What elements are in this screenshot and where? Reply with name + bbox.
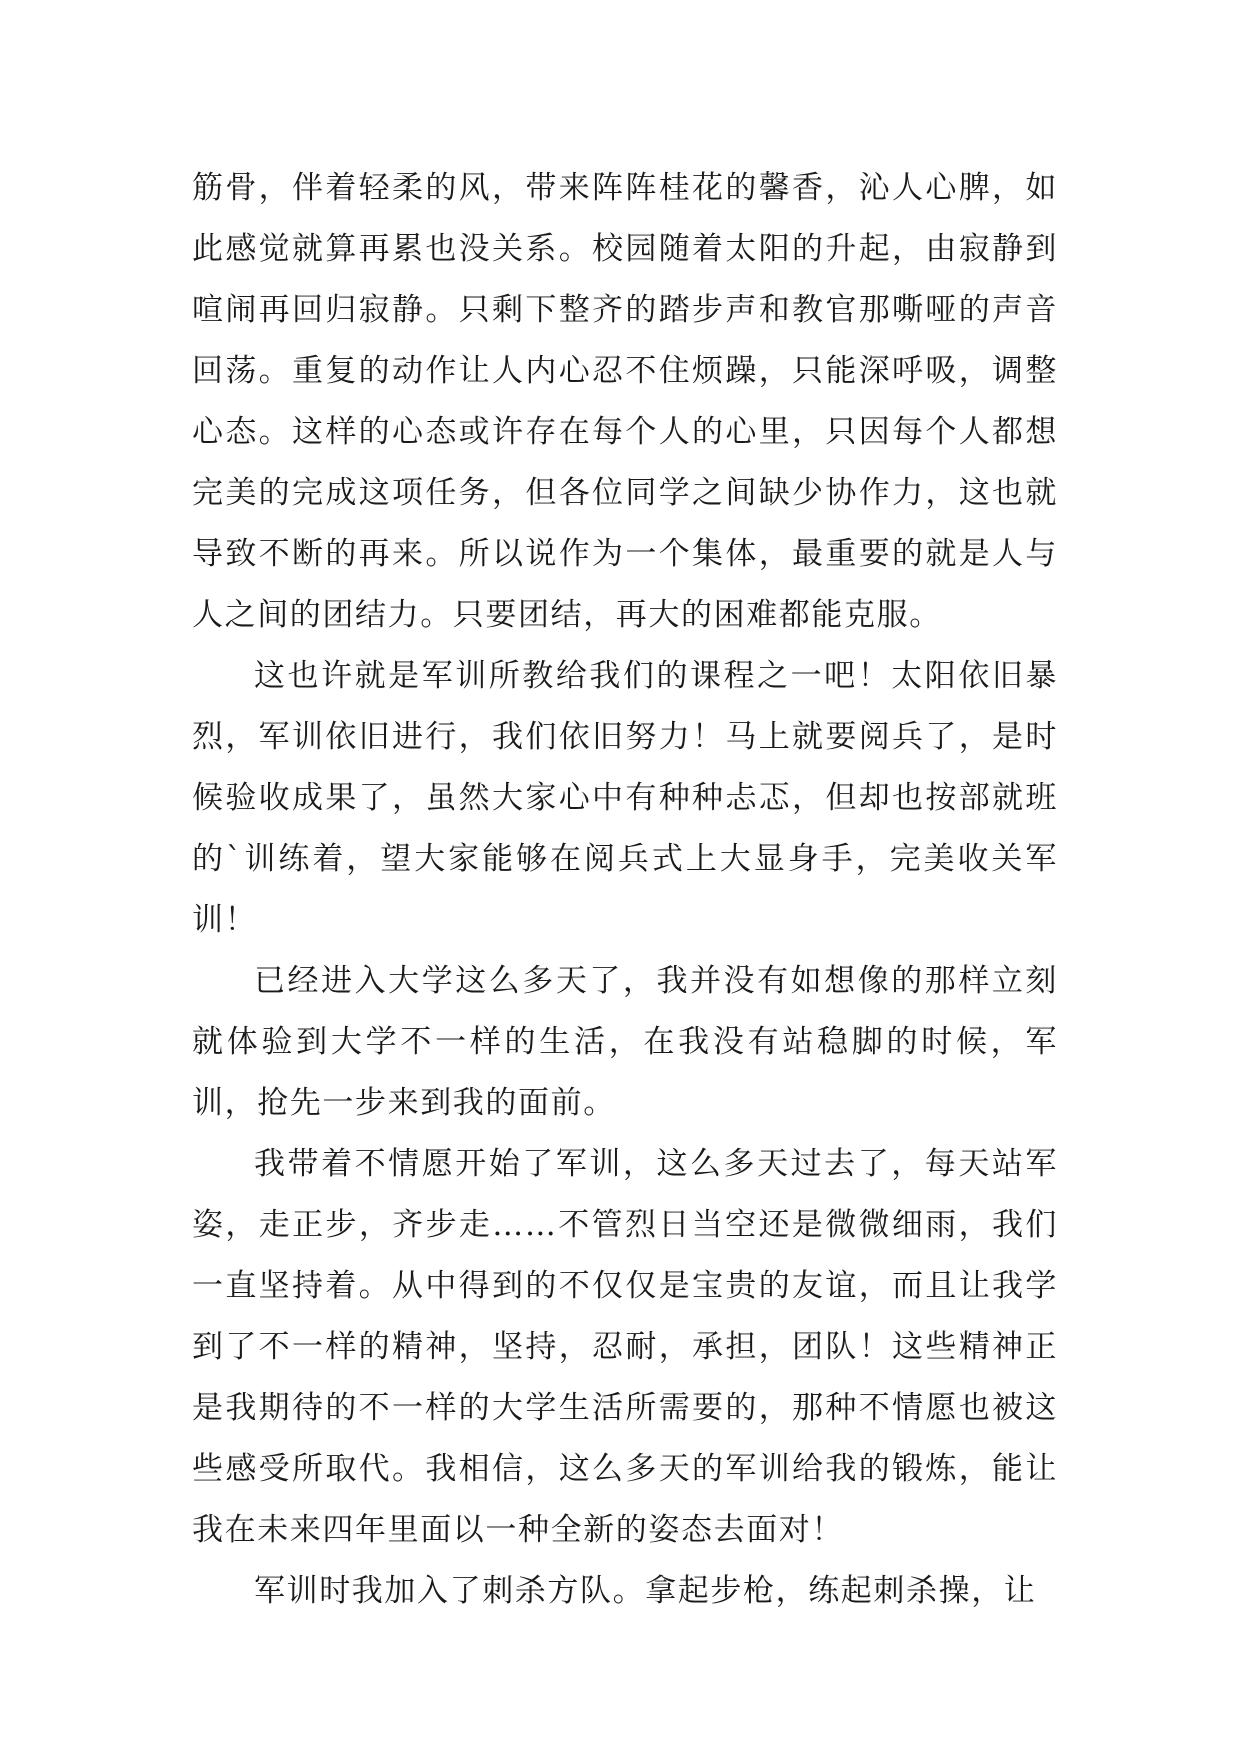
paragraph-3: 已经进入大学这么多天了，我并没有如想像的那样立刻就体验到大学不一样的生活，在我没有站稳脚的时候，军训，抢先一步来到我的面前。 xyxy=(192,963,1058,1121)
body-text xyxy=(192,158,1058,1622)
paragraph-4: 我带着不情愿开始了军训，这么多天过去了，每天站军姿，走正步，齐步走……不管烈日当空还是微微细雨，我们一直坚持着。从中得到的不仅仅是宝贵的友谊，而且让我学到了不一样的精神，坚持，忍耐，承担，团队！这些精神正是我期待的不一样的大学生活所需要的，那种不情愿也被这些感受所取代。我相信，这么多天的军训给我的锻炼，能让我在未来四年里面以一种全新的姿态去面对！ xyxy=(192,1146,1058,1548)
paragraph-2: 这也许就是军训所教给我们的课程之一吧！太阳依旧暴烈，军训依旧进行，我们依旧努力！马上就要阅兵了，是时候验收成果了，虽然大家心中有种种忐忑，但却也按部就班的`训练着，望大家能够在阅兵式上大显身手，完美收关军训！ xyxy=(192,658,1058,938)
paragraph-1: 筋骨，伴着轻柔的风，带来阵阵桂花的馨香，沁人心脾，如此感觉就算再累也没关系。校园随着太阳的升起，由寂静到喧闹再回归寂静。只剩下整齐的踏步声和教官那嘶哑的声音回荡。重复的动作让人内心忍不住烦躁，只能深呼吸，调整心态。这样的心态或许存在每个人的心里，只因每个人都想完美的完成这项任务，但各位同学之间缺少协作力，这也就导致不断的再来。所以说作为一个集体，最重要的就是人与人之间的团结力。只要团结，再大的困难都能克服。 xyxy=(192,170,1058,633)
paragraph-5: 军训时我加入了刺杀方队。拿起步枪，练起刺杀操，让 xyxy=(254,1573,1037,1609)
